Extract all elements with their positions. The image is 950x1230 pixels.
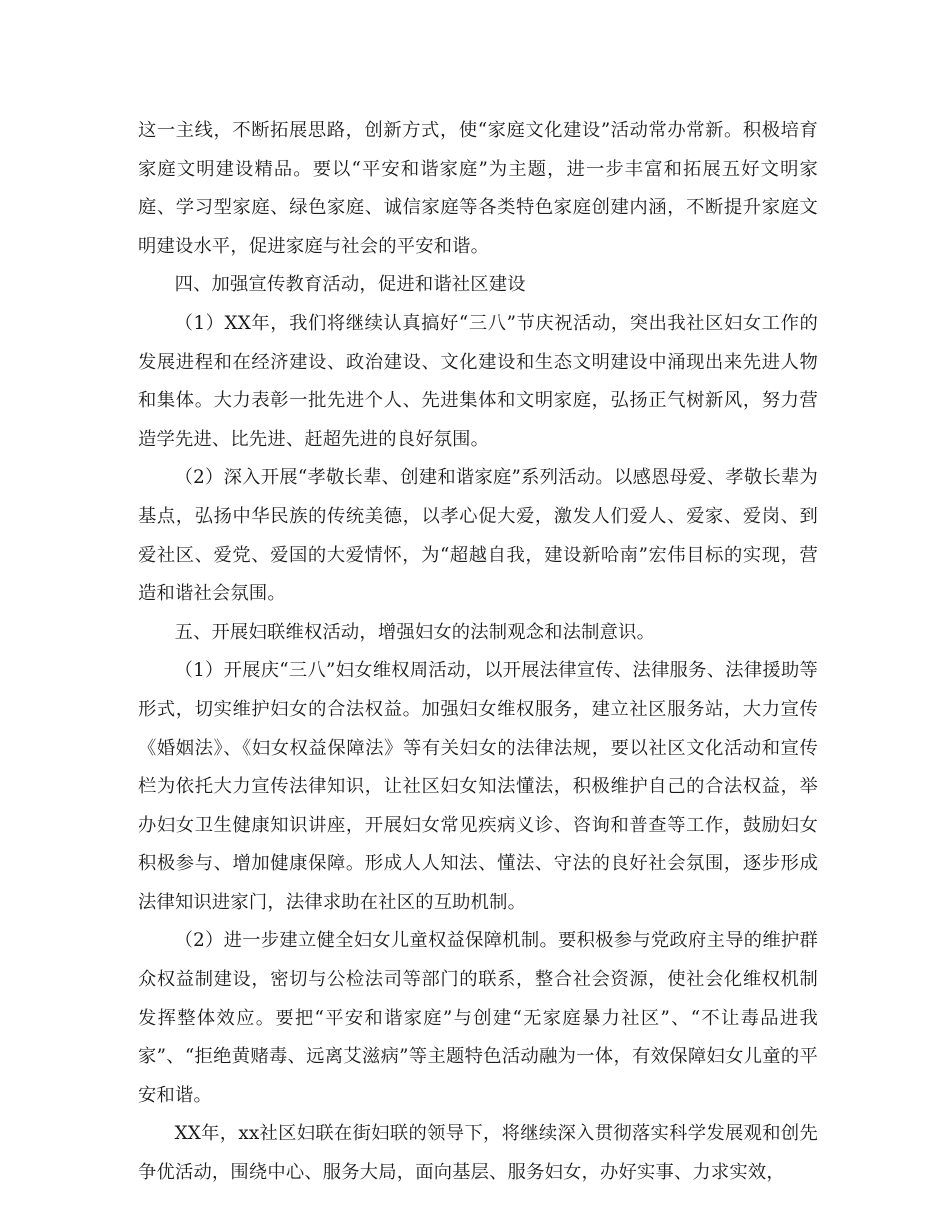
paragraph-four-item-2: （2）深入开展“孝敬长辈、创建和谐家庭”系列活动。以感恩母爱、孝敬长辈为基点，弘扬中华民族的传统美德，以孝心促大爱，激发人们爱人、爱家、爱岗、到爱社区、爱党、爱国的大爱情怀，为“超越自我，建设新哈南”宏伟目标的实现，营造和谐社会氛围。 xyxy=(138,467,818,605)
section-heading-five: 五、开展妇联维权活动，增强妇女的法制观念和法制意识。 xyxy=(174,621,656,643)
paragraph-five-item-2: （2）进一步建立健全妇女儿童权益保障机制。要积极参与党政府主导的维护群众权益制建设，密切与公检法司等部门的联系，整合社会资源，使社会化维权机制发挥整体效应。要把“平安和谐家庭”与创建“无家庭暴力社区”、“不让毒品进我家”、“拒绝黄赌毒、远离艾滋病”等主题特色活动融为一体，有效保障妇女儿童的平安和谐。 xyxy=(138,930,818,1106)
paragraph-main-line: 这一主线，不断拓展思路，创新方式，使“家庭文化建设”活动常办常新。积极培育家庭文明建设精品。要以“平安和谐家庭”为主题，进一步丰富和拓展五好文明家庭、学习型家庭、绿色家庭、诚信家庭等各类特色家庭创建内涵，不断提升家庭文明建设水平，促进家庭与社会的平安和谐。 xyxy=(138,120,818,257)
paragraph-five-item-1: （1）开展庆“三八”妇女维权周活动，以开展法律宣传、法律服务、法律援助等形式，切实维护妇女的合法权益。加强妇女维权服务，建立社区服务站，大力宣传《婚姻法》、《妇女权益保障法》等有关妇女的法律法规，要以社区文化活动和宣传栏为依托大力宣传法律知识，让社区妇女知法懂法，积极维护自己的合法权益，举办妇女卫生健康知识讲座，开展妇女常见疾病义诊、咨询和普查等工作，鼓励妇女积极参与、增加健康保障。形成人人知法、懂法、守法的良好社会氛围，逐步形成法律知识进家门，法律求助在社区的互助机制。 xyxy=(138,660,818,913)
paragraph-closing: XX年，xx社区妇联在街妇联的领导下，将继续深入贯彻落实科学发展观和创先争优活动，围绕中心、服务大局，面向基层、服务妇女，办好实事、力求实效， xyxy=(138,1123,818,1184)
paragraph-four-item-1: （1）XX年，我们将继续认真搞好“三八”节庆祝活动，突出我社区妇女工作的发展进程和在经济建设、政治建设、文化建设和生态文明建设中涌现出来先进人物和集体。大力表彰一批先进个人、先进集体和文明家庭，弘扬正气树新风，努力营造学先进、比先进、赶超先进的良好氛围。 xyxy=(138,312,818,450)
document-body xyxy=(138,112,818,1193)
section-heading-four: 四、加强宣传教育活动，促进和谐社区建设 xyxy=(174,274,526,296)
